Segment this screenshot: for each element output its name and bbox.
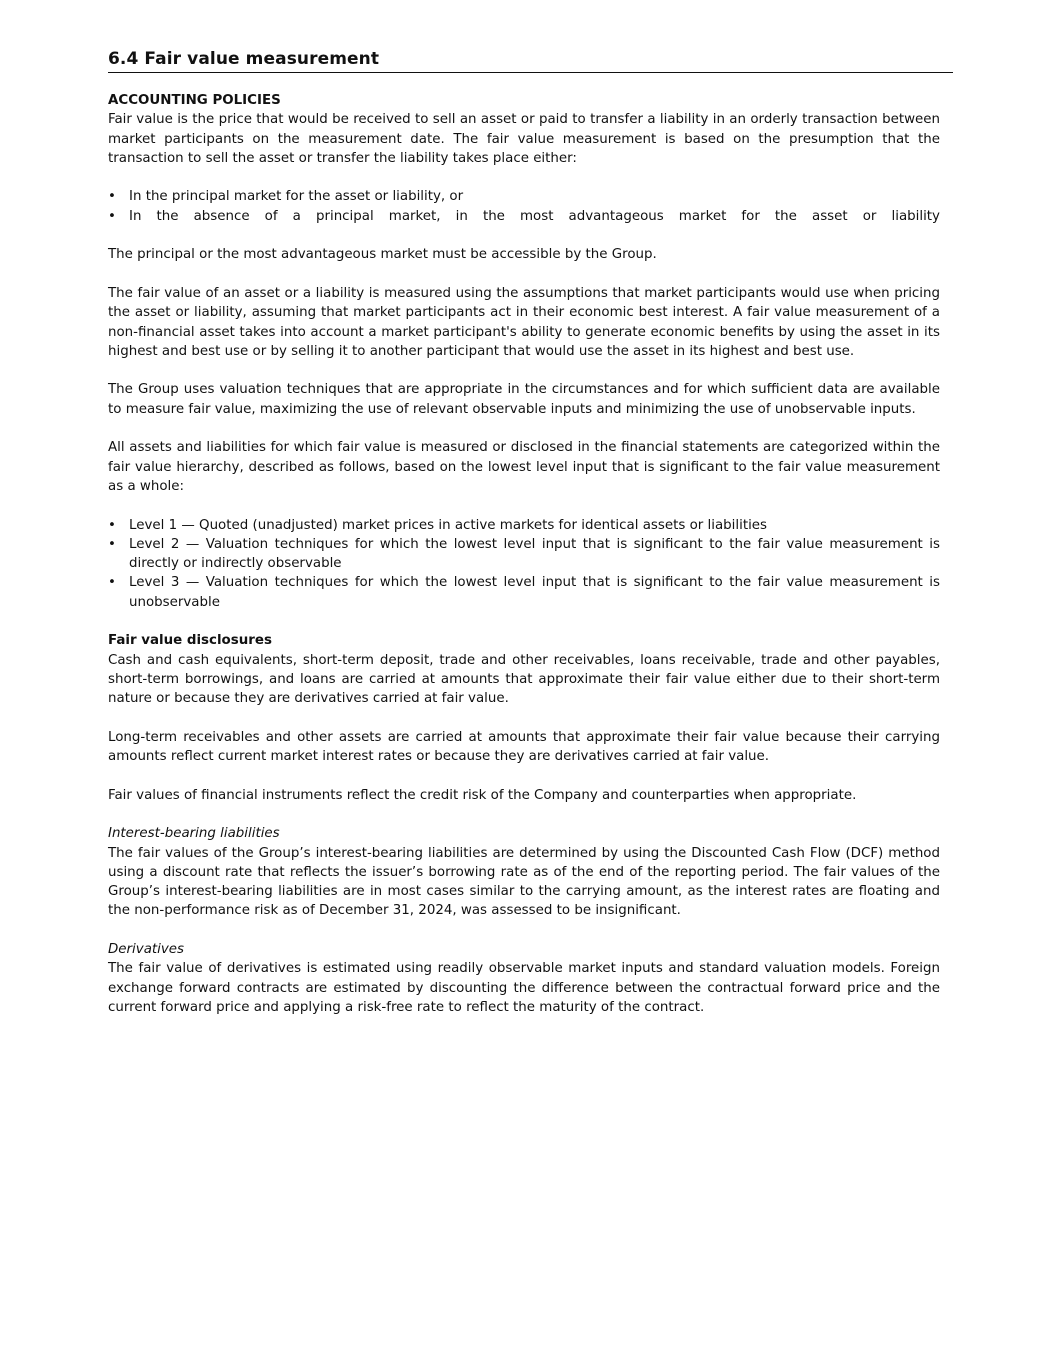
list-item <box>108 535 940 574</box>
bullet-glyph: • <box>108 189 116 205</box>
section-header <box>108 48 953 73</box>
list-item-text: In the principal market for the asset or liability, or <box>129 189 464 205</box>
derivatives-heading: Derivatives <box>108 942 185 958</box>
document-body <box>108 91 940 1017</box>
market-assumptions-paragraph: The fair value of an asset or a liability is measured using the assumptions that market participants would use when pricing the asset or liability, assuming that market participants act in their economic best interest. A fair value measurement of a non-financial asset takes into account a market participant's ability to generate economic benefits by using the asset in its highest and best use or by selling it to another participant that would use the asset in its highest and best use. <box>108 285 940 359</box>
bullet-glyph: • <box>108 517 116 533</box>
short-term-items-paragraph: Cash and cash equivalents, short-term deposit, trade and other receivables, loans receivable, trade and other payables, short-term borrowings, and loans are carried at amounts that approximate their fair value either due to their short-term nature or because they are derivatives carried at fair value. <box>108 652 940 707</box>
bullet-glyph: • <box>108 208 116 224</box>
list-item <box>108 573 940 612</box>
fair-value-hierarchy-paragraph: All assets and liabilities for which fair value is measured or disclosed in the financial statements are categorized within the fair value hierarchy, described as follows, based on the lowest level input that is significant to the fair value measurement as a whole: <box>108 440 940 494</box>
list-item <box>108 516 940 535</box>
fair-value-disclosures-heading: Fair value disclosures <box>108 633 272 649</box>
list-item-text: Level 2 — Valuation techniques for which the lowest level input that is significant to the fair value measurement is directly or indirectly observable <box>129 536 940 572</box>
list-item-text: Level 3 — Valuation techniques for which the lowest level input that is significant to the fair value measurement is unobservable <box>129 575 940 610</box>
list-item-text: In the absence of a principal market, in the most advantageous market for the asset or liability <box>129 208 940 224</box>
list-item <box>108 207 940 226</box>
valuation-techniques-paragraph: The Group uses valuation techniques that are appropriate in the circumstances and for which sufficient data are available to measure fair value, maximizing the use of relevant observable inputs and minimizing the use of unobservable inputs. <box>108 382 940 417</box>
list-item <box>108 187 940 206</box>
interest-bearing-liabilities-paragraph: The fair values of the Group’s interest-bearing liabilities are determined by using the Discounted Cash Flow (DCF) method using a discount rate that reflects the issuer’s borrowing rate as of the end of the reporting period. The fair values of the Group’s interest-bearing liabilities are in most cases similar to the carrying amount, as the interest rates are floating and the non-performance risk as of December 31, 2024, was assessed to be insignificant. <box>108 845 940 919</box>
bullet-glyph: • <box>108 536 116 552</box>
accounting-policies-heading: ACCOUNTING POLICIES <box>108 93 281 108</box>
list-item-text: Level 1 — Quoted (unadjusted) market prices in active markets for identical assets or liabilities <box>129 517 768 533</box>
derivatives-paragraph: The fair value of derivatives is estimated using readily observable market inputs and standard valuation models. Foreign exchange forward contracts are estimated by discounting the difference between the contractual forward price and the current forward price and applying a risk-free rate to reflect the maturity of the contract. <box>108 961 940 1015</box>
hierarchy-level-list <box>108 516 940 612</box>
bullet-glyph: • <box>108 575 116 591</box>
market-accessible-paragraph: The principal or the most advantageous market must be accessible by the Group. <box>108 247 657 263</box>
market-bullet-list <box>108 187 940 226</box>
section-title: 6.4 Fair value measurement <box>108 49 380 69</box>
credit-risk-paragraph: Fair values of financial instruments reflect the credit risk of the Company and counterparties when appropriate. <box>108 787 857 803</box>
long-term-receivables-paragraph: Long-term receivables and other assets are carried at amounts that approximate their fair value because their carrying amounts reflect current market interest rates or because they are derivatives carried at fair value. <box>108 729 940 765</box>
interest-bearing-liabilities-heading: Interest-bearing liabilities <box>108 826 280 842</box>
fair-value-definition-paragraph: Fair value is the price that would be received to sell an asset or paid to transfer a liability in an orderly transaction between market participants on the measurement date. The fair value measurement is based on the presumption that the transaction to sell the asset or transfer the liability takes place either: <box>108 112 940 166</box>
